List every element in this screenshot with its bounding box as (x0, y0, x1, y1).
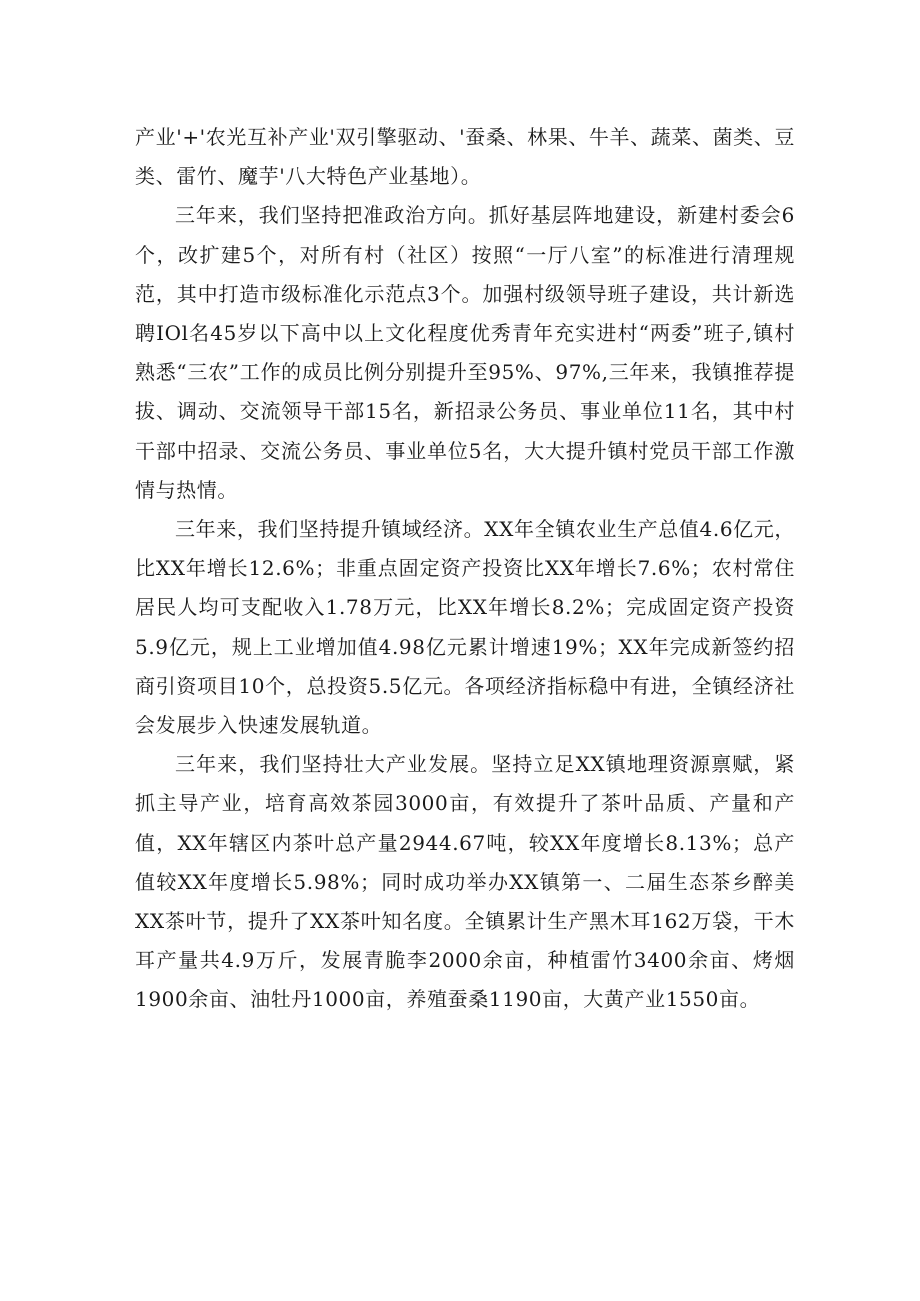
paragraph-industry-development: 三年来，我们坚持壮大产业发展。坚持立足XX镇地理资源禀赋，紧抓主导产业，培育高效茶园3000亩，有效提升了茶叶品质、产量和产值，XX年辖区内茶叶总产量2944.67吨，较XX年度增长8.13%；总产值较XX年度增长5.98%；同时成功举办XX镇第一、二届生态茶乡醉美XX茶叶节，提升了XX茶叶知名度。全镇累计生产黑木耳162万袋，干木耳产量共4.9万斤，发展青脆李2000余亩，种植雷竹3400余亩、烤烟1900余亩、油牡丹1000亩，养殖蚕桑1190亩，大黄产业1550亩。 (135, 752, 795, 1012)
paragraph-continuation: 产业'+'农光互补产业'双引擎驱动、'蚕桑、林果、牛羊、蔬菜、菌类、豆类、雷竹、魔芋'八大特色产业基地）。 (135, 125, 795, 189)
paragraph-political-direction: 三年来，我们坚持把准政治方向。抓好基层阵地建设，新建村委会6个，改扩建5个，对所有村（社区）按照“一厅八室”的标准进行清理规范，其中打造市级标准化示范点3个。加强村级领导班子建设，共计新选聘IOl名45岁以下高中以上文化程度优秀青年充实进村“两委”班子,镇村熟悉“三农”工作的成员比例分别提升至95%、97%,三年来，我镇推荐提拔、调动、交流领导干部15名，新招录公务员、事业单位11名，其中村干部中招录、交流公务员、事业单位5名，大大提升镇村党员干部工作激情与热情。 (135, 203, 795, 502)
paragraph-town-economy: 三年来，我们坚持提升镇域经济。XX年全镇农业生产总值4.6亿元，比XX年增长12.6%；非重点固定资产投资比XX年增长7.6%；农村常住居民人均可支配收入1.78万元，比XX年增长8.2%；完成固定资产投资5.9亿元，规上工业增加值4.98亿元累计增速19%；XX年完成新签约招商引资项目10个，总投资5.5亿元。各项经济指标稳中有进，全镇经济社会发展步入快速发展轨道。 (135, 517, 795, 738)
document-body (135, 118, 795, 1020)
